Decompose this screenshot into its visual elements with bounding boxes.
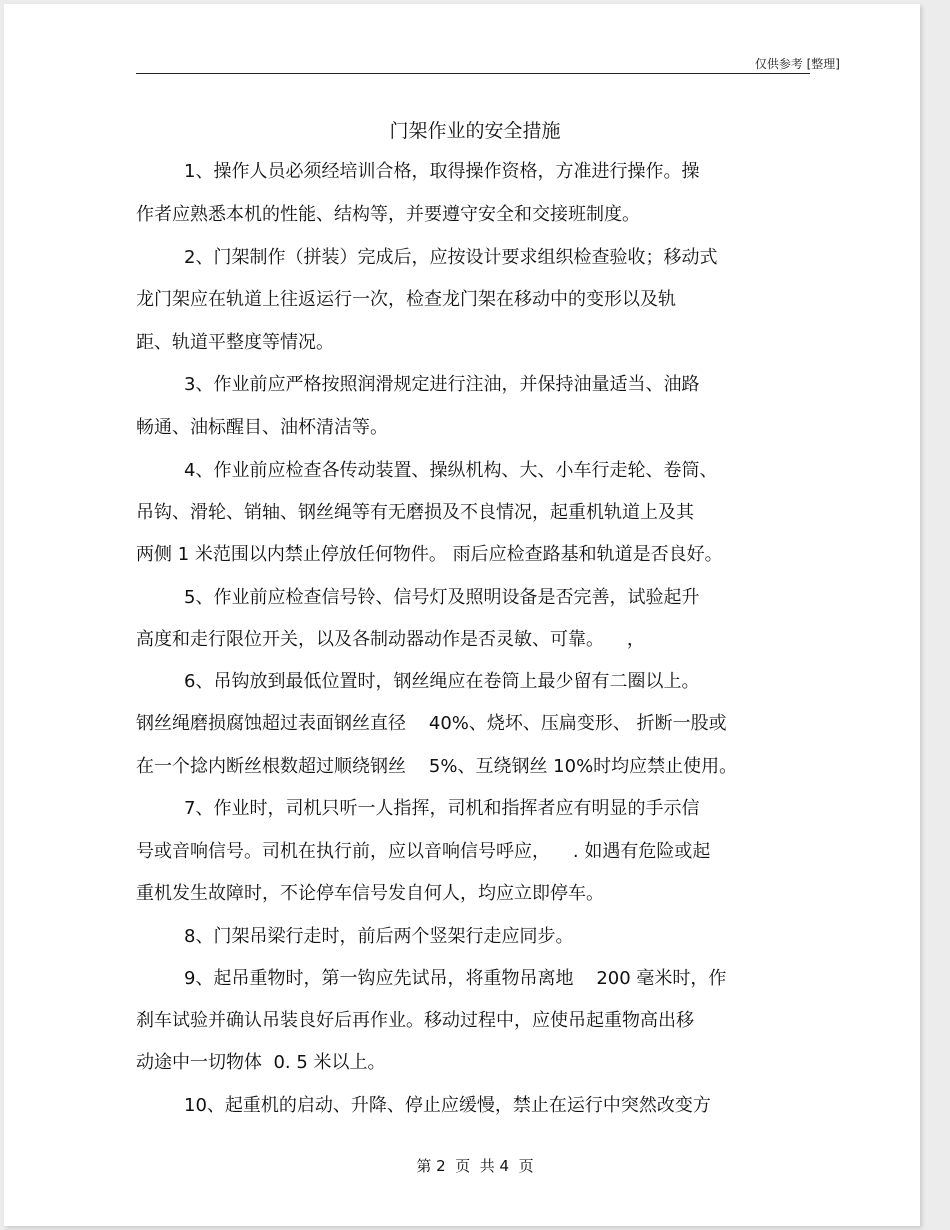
paragraph-10-line-1: 10、起重机的启动、升降、停止应缓慢，禁止在运行中突然改变方 bbox=[184, 1095, 711, 1116]
paragraph-6-line-2: 钢丝绳磨损腐蚀超过表面钢丝直径 40%、烧坏、压扁变形、 折断一股或 bbox=[136, 713, 727, 734]
paragraph-8-line-1: 8、门架吊梁行走时，前后两个竖架行走应同步。 bbox=[184, 926, 574, 947]
paragraph-4-line-3: 两侧 1 米范围以内禁止停放任何物件。 雨后应检查路基和轨道是否良好。 bbox=[136, 544, 723, 565]
paragraph-1-line-2: 作者应熟悉本机的性能、结构等，并要遵守安全和交接班制度。 bbox=[136, 204, 640, 225]
header-note: 仅供参考 [整理] bbox=[754, 57, 840, 71]
paragraph-5-line-2: 高度和走行限位开关，以及各制动器动作是否灵敏、可靠。 ， bbox=[136, 629, 645, 650]
paragraph-2-line-1: 2、门架制作（拼装）完成后，应按设计要求组织检查验收；移动式 bbox=[184, 247, 718, 268]
document-title: 门架作业的安全措施 bbox=[389, 120, 561, 142]
paragraph-7-line-3: 重机发生故障时，不论停车信号发自何人，均应立即停车。 bbox=[136, 883, 604, 904]
paragraph-6-line-3: 在一个捻内断丝根数超过顺绕钢丝 5%、互绕钢丝 10%时均应禁止使用。 bbox=[136, 756, 738, 777]
paragraph-2-line-2: 龙门架应在轨道上往返运行一次，检查龙门架在移动中的变形以及轨 bbox=[136, 289, 676, 310]
paragraph-9-line-3: 动途中一切物体 0. 5 米以上。 bbox=[136, 1052, 386, 1073]
paragraph-7-line-2: 号或音响信号。司机在执行前，应以音响信号呼应， . 如遇有危险或起 bbox=[136, 841, 711, 862]
paragraph-3-line-2: 畅通、油标醒目、油杯清洁等。 bbox=[136, 417, 388, 438]
paragraph-4-line-1: 4、作业前应检查各传动装置、操纵机构、大、小车行走轮、卷筒、 bbox=[184, 460, 718, 481]
document-page bbox=[4, 4, 920, 1226]
paragraph-4-line-2: 吊钩、滑轮、销轴、钢丝绳等有无磨损及不良情况，起重机轨道上及其 bbox=[136, 502, 694, 523]
paragraph-7-line-1: 7、作业时，司机只听一人指挥，司机和指挥者应有明显的手示信 bbox=[184, 798, 700, 819]
paragraph-3-line-1: 3、作业前应严格按照润滑规定进行注油，并保持油量适当、油路 bbox=[184, 374, 700, 395]
paragraph-1-line-1: 1、操作人员必须经培训合格，取得操作资格，方准进行操作。操 bbox=[184, 161, 700, 182]
header-divider bbox=[136, 73, 810, 74]
page-number: 第 2 页 共 4 页 bbox=[416, 1157, 534, 1175]
paragraph-6-line-1: 6、吊钩放到最低位置时，钢丝绳应在卷筒上最少留有二圈以上。 bbox=[184, 671, 700, 692]
paragraph-9-line-1: 9、起吊重物时，第一钩应先试吊，将重物吊离地 200 毫米时，作 bbox=[184, 968, 727, 989]
paragraph-9-line-2: 刹车试验并确认吊装良好后再作业。移动过程中，应使吊起重物高出移 bbox=[136, 1010, 694, 1031]
paragraph-5-line-1: 5、作业前应检查信号铃、信号灯及照明设备是否完善，试验起升 bbox=[184, 587, 700, 608]
paragraph-2-line-3: 距、轨道平整度等情况。 bbox=[136, 332, 334, 353]
